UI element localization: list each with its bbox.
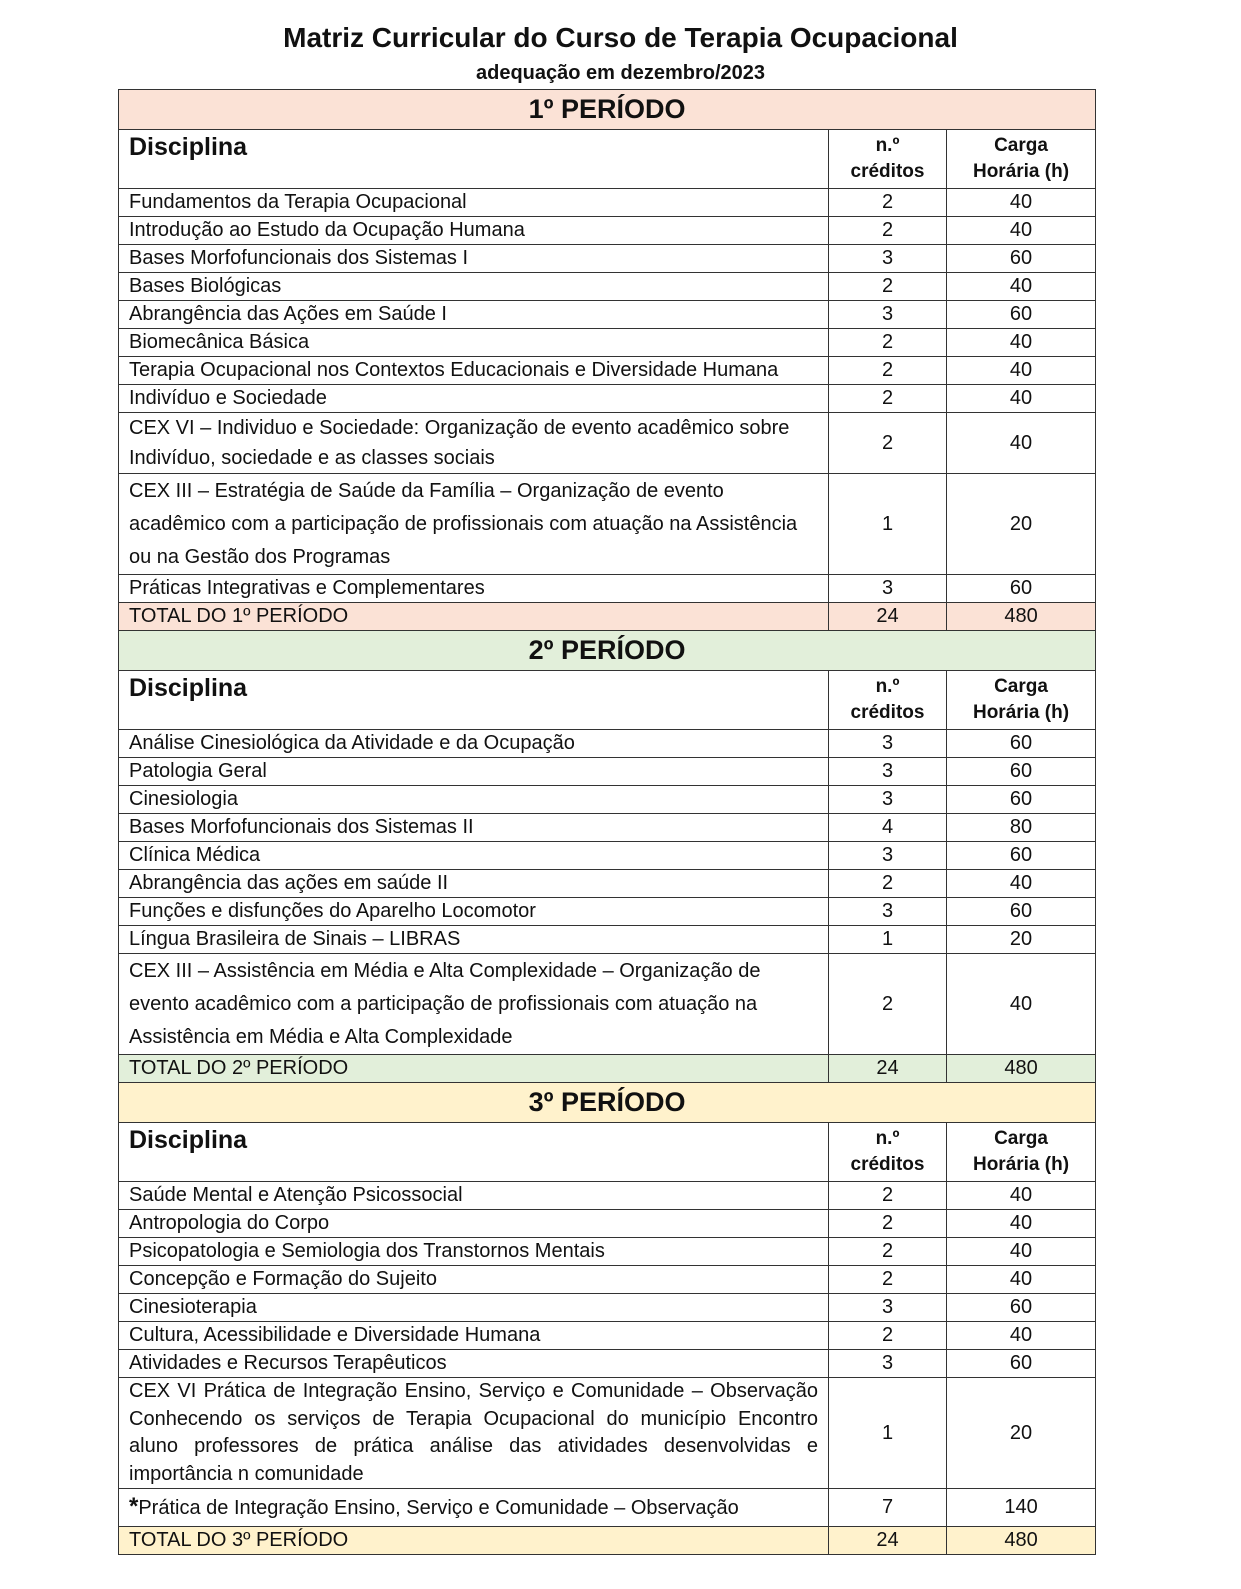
creditos-cell: 2	[829, 273, 947, 301]
table-row	[119, 1378, 1096, 1489]
creditos-cell: 1	[829, 926, 947, 954]
col-carga-header: Carga Horária (h)	[947, 671, 1096, 730]
creditos-cell: 3	[829, 575, 947, 603]
table-row	[119, 385, 1096, 413]
disciplina-cell: Terapia Ocupacional nos Contextos Educacionais e Diversidade Humana	[119, 357, 829, 385]
col-carga-header: Carga Horária (h)	[947, 1123, 1096, 1182]
col-creditos-header: n.º créditos	[829, 1123, 947, 1182]
period-label: 1º PERÍODO	[119, 90, 1096, 130]
table-row	[119, 273, 1096, 301]
disciplina-cell: CEX III – Estratégia de Saúde da Família – Organização de evento acadêmico com a participação de profissionais com atuação na Assistência ou na Gestão dos Programas	[119, 474, 829, 575]
table-row	[119, 1238, 1096, 1266]
creditos-cell: 2	[829, 870, 947, 898]
table-row	[119, 329, 1096, 357]
table-row	[119, 1350, 1096, 1378]
col-disciplina-header: Disciplina	[119, 671, 829, 730]
creditos-cell: 2	[829, 329, 947, 357]
creditos-cell: 2	[829, 385, 947, 413]
carga-cell: 20	[947, 926, 1096, 954]
carga-cell: 40	[947, 1210, 1096, 1238]
carga-cell: 40	[947, 1182, 1096, 1210]
col-disciplina-header: Disciplina	[119, 130, 829, 189]
total-creditos: 24	[829, 1055, 947, 1083]
disciplina-cell: Antropologia do Corpo	[119, 1210, 829, 1238]
table-row	[119, 575, 1096, 603]
carga-cell: 40	[947, 189, 1096, 217]
disciplina-cell: Cultura, Acessibilidade e Diversidade Humana	[119, 1322, 829, 1350]
disciplina-cell: Psicopatologia e Semiologia dos Transtornos Mentais	[119, 1238, 829, 1266]
carga-cell: 40	[947, 1266, 1096, 1294]
carga-cell: 60	[947, 786, 1096, 814]
disciplina-cell: Bases Morfofuncionais dos Sistemas I	[119, 245, 829, 273]
total-creditos: 24	[829, 1527, 947, 1555]
carga-cell: 60	[947, 1294, 1096, 1322]
table-row	[119, 842, 1096, 870]
table-row	[119, 357, 1096, 385]
disciplina-cell: Língua Brasileira de Sinais – LIBRAS	[119, 926, 829, 954]
disciplina-cell: Cinesiologia	[119, 786, 829, 814]
table-row	[119, 1210, 1096, 1238]
column-header-row	[119, 1123, 1096, 1182]
total-carga: 480	[947, 603, 1096, 631]
carga-cell: 20	[947, 474, 1096, 575]
disciplina-cell: CEX VI – Individuo e Sociedade: Organização de evento acadêmico sobre Indivíduo, sociedade e as classes sociais	[119, 413, 829, 474]
disciplina-cell: Abrangência das ações em saúde II	[119, 870, 829, 898]
disciplina-cell: Análise Cinesiológica da Atividade e da Ocupação	[119, 730, 829, 758]
total-row	[119, 1055, 1096, 1083]
creditos-cell: 2	[829, 1322, 947, 1350]
creditos-cell: 1	[829, 474, 947, 575]
table-row	[119, 217, 1096, 245]
carga-cell: 140	[947, 1489, 1096, 1527]
col-creditos-header: n.º créditos	[829, 130, 947, 189]
table-row	[119, 954, 1096, 1055]
carga-cell: 60	[947, 898, 1096, 926]
table-row	[119, 1294, 1096, 1322]
table-row	[119, 301, 1096, 329]
table-row	[119, 413, 1096, 474]
creditos-cell: 3	[829, 1350, 947, 1378]
disciplina-cell: Biomecânica Básica	[119, 329, 829, 357]
creditos-cell: 3	[829, 786, 947, 814]
table-row	[119, 1322, 1096, 1350]
disciplina-cell: CEX III – Assistência em Média e Alta Complexidade – Organização de evento acadêmico com a participação de profissionais com atuação na Assistência em Média e Alta Complexidade	[119, 954, 829, 1055]
creditos-cell: 3	[829, 758, 947, 786]
carga-cell: 60	[947, 758, 1096, 786]
total-label: TOTAL DO 1º PERÍODO	[119, 603, 829, 631]
table-row	[119, 870, 1096, 898]
total-row	[119, 1527, 1096, 1555]
total-creditos: 24	[829, 603, 947, 631]
carga-cell: 60	[947, 575, 1096, 603]
creditos-cell: 3	[829, 301, 947, 329]
table-row	[119, 1489, 1096, 1527]
total-carga: 480	[947, 1527, 1096, 1555]
period-header	[119, 1083, 1096, 1123]
carga-cell: 40	[947, 954, 1096, 1055]
disciplina-cell: Fundamentos da Terapia Ocupacional	[119, 189, 829, 217]
disciplina-text: Prática de Integração Ensino, Serviço e Comunidade – Observação	[138, 1497, 739, 1519]
creditos-cell: 3	[829, 1294, 947, 1322]
carga-cell: 40	[947, 385, 1096, 413]
creditos-cell: 2	[829, 413, 947, 474]
carga-cell: 60	[947, 842, 1096, 870]
table-row	[119, 926, 1096, 954]
creditos-cell: 2	[829, 1210, 947, 1238]
page-subtitle: adequação em dezembro/2023	[475, 62, 765, 84]
disciplina-cell: Indivíduo e Sociedade	[119, 385, 829, 413]
table-row	[119, 245, 1096, 273]
creditos-cell: 1	[829, 1378, 947, 1489]
carga-cell: 40	[947, 357, 1096, 385]
carga-cell: 40	[947, 329, 1096, 357]
carga-cell: 60	[947, 245, 1096, 273]
creditos-cell: 3	[829, 245, 947, 273]
carga-cell: 80	[947, 814, 1096, 842]
disciplina-cell: Introdução ao Estudo da Ocupação Humana	[119, 217, 829, 245]
period-label: 2º PERÍODO	[119, 631, 1096, 671]
table-row	[119, 758, 1096, 786]
disciplina-cell: Clínica Médica	[119, 842, 829, 870]
disciplina-cell	[119, 1489, 829, 1527]
carga-cell: 20	[947, 1378, 1096, 1489]
disciplina-cell: Práticas Integrativas e Complementares	[119, 575, 829, 603]
table-row	[119, 898, 1096, 926]
carga-cell: 40	[947, 217, 1096, 245]
disciplina-cell: Funções e disfunções do Aparelho Locomotor	[119, 898, 829, 926]
period-header	[119, 90, 1096, 130]
total-carga: 480	[947, 1055, 1096, 1083]
carga-cell: 40	[947, 273, 1096, 301]
disciplina-cell: Bases Biológicas	[119, 273, 829, 301]
column-header-row	[119, 671, 1096, 730]
curriculum-table	[118, 89, 1096, 1555]
asterisk-mark: *	[129, 1493, 139, 1520]
carga-cell: 40	[947, 1322, 1096, 1350]
col-carga-header: Carga Horária (h)	[947, 130, 1096, 189]
disciplina-cell: Saúde Mental e Atenção Psicossocial	[119, 1182, 829, 1210]
table-row	[119, 189, 1096, 217]
table-row	[119, 1266, 1096, 1294]
creditos-cell: 7	[829, 1489, 947, 1527]
disciplina-cell: Atividades e Recursos Terapêuticos	[119, 1350, 829, 1378]
carga-cell: 40	[947, 1238, 1096, 1266]
carga-cell: 60	[947, 730, 1096, 758]
disciplina-cell: Bases Morfofuncionais dos Sistemas II	[119, 814, 829, 842]
creditos-cell: 2	[829, 189, 947, 217]
page-title: Matriz Curricular do Curso de Terapia Ocupacional	[283, 22, 958, 53]
disciplina-cell: Patologia Geral	[119, 758, 829, 786]
creditos-cell: 2	[829, 1238, 947, 1266]
carga-cell: 60	[947, 301, 1096, 329]
total-label: TOTAL DO 2º PERÍODO	[119, 1055, 829, 1083]
carga-cell: 60	[947, 1350, 1096, 1378]
creditos-cell: 2	[829, 1266, 947, 1294]
period-header	[119, 631, 1096, 671]
total-row	[119, 603, 1096, 631]
creditos-cell: 2	[829, 954, 947, 1055]
creditos-cell: 3	[829, 898, 947, 926]
period-label: 3º PERÍODO	[119, 1083, 1096, 1123]
carga-cell: 40	[947, 870, 1096, 898]
col-disciplina-header: Disciplina	[119, 1123, 829, 1182]
creditos-cell: 3	[829, 730, 947, 758]
table-row	[119, 474, 1096, 575]
table-row	[119, 814, 1096, 842]
disciplina-cell: Concepção e Formação do Sujeito	[119, 1266, 829, 1294]
table-row	[119, 786, 1096, 814]
creditos-cell: 2	[829, 1182, 947, 1210]
column-header-row	[119, 130, 1096, 189]
table-row	[119, 730, 1096, 758]
col-creditos-header: n.º créditos	[829, 671, 947, 730]
disciplina-cell: Abrangência das Ações em Saúde I	[119, 301, 829, 329]
table-row	[119, 1182, 1096, 1210]
creditos-cell: 3	[829, 842, 947, 870]
creditos-cell: 4	[829, 814, 947, 842]
carga-cell: 40	[947, 413, 1096, 474]
creditos-cell: 2	[829, 357, 947, 385]
disciplina-cell: CEX VI Prática de Integração Ensino, Serviço e Comunidade – Observação Conhecendo os serviços de Terapia Ocupacional do município Encontro aluno professores de prática análise das atividades desenvolvidas e importância n comunidade	[119, 1378, 829, 1489]
total-label: TOTAL DO 3º PERÍODO	[119, 1527, 829, 1555]
creditos-cell: 2	[829, 217, 947, 245]
disciplina-cell: Cinesioterapia	[119, 1294, 829, 1322]
